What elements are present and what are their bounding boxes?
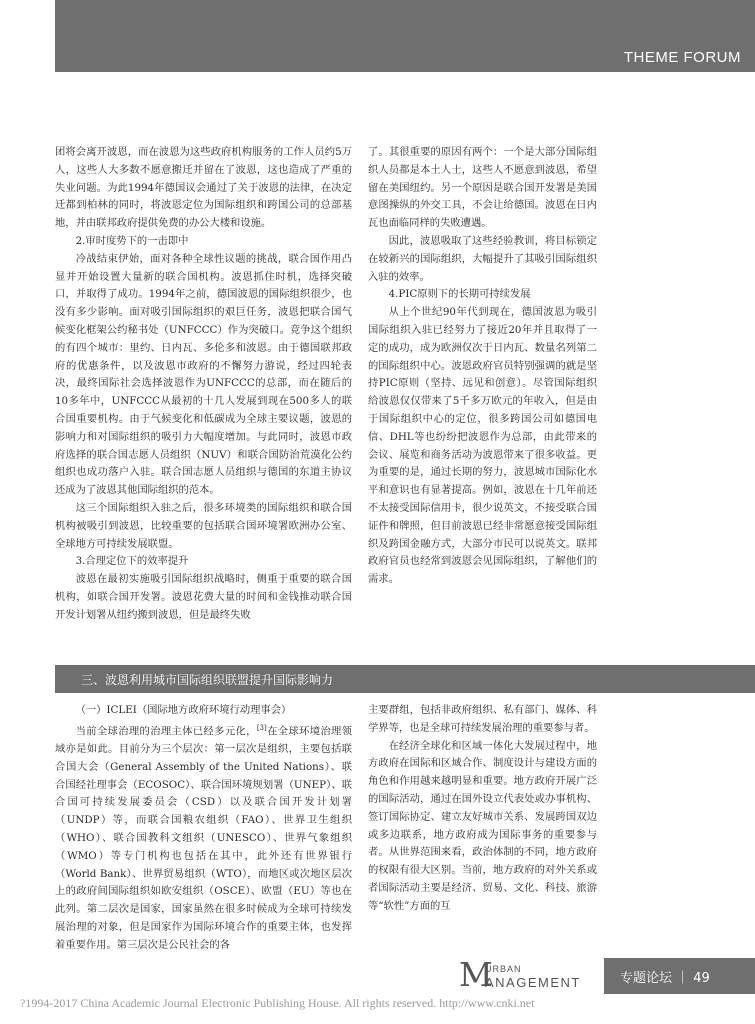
section-label: THEME FORUM: [623, 49, 741, 66]
section-heading-bar: [55, 665, 755, 693]
paragraph: 因此，波恩吸取了这些经验教训，将目标锁定在较新兴的国际组织，大幅提升了其吸引国际组织入驻的效率。: [368, 234, 597, 283]
column-bottom-left: [55, 702, 352, 955]
logo-initial: M: [459, 955, 493, 994]
paragraph: [55, 720, 352, 955]
column-top-right: [368, 144, 597, 589]
citation-marker: [3]: [256, 723, 267, 732]
journal-logo: [459, 955, 602, 994]
paragraph: 波恩在最初实施吸引国际组织战略时，侧重于重要的联合国机构，如联合国开发署。波恩花费大量的时间和金钱推动联合国开发计划署从纽约搬到波恩，但是最终失败: [55, 573, 352, 621]
page-number-label: 专题论坛 ｜ 49: [620, 971, 710, 986]
copyright-notice: ?1994-2017 China Academic Journal Electronic Publishing House. All rights reserved. http://www.cnki.net: [20, 996, 535, 1010]
header-bar: [55, 0, 755, 72]
subheading: 4.PIC原则下的长期可持续发展: [388, 288, 531, 301]
subheading: 2.审时度势下的一击即中: [75, 234, 189, 247]
paragraph: 了。其很重要的原因有两个：一个是大部分国际组织人员都是本土人士，这些人不愿意到波恩，希望留在美国纽约。另一个原因是联合国开发署是美国意图操纵的外交工具，不会让给德国。波恩在日内瓦也面临同样的失败遭遇。: [368, 146, 597, 230]
page-tab: [604, 958, 755, 994]
paragraph: 主要群组，包括非政府组织、私有部门、媒体、科学界等，也是全球可持续发展治理的重要参与者。: [368, 704, 597, 734]
text-run: 在全球环境治理领域亦是如此。目前分为三个层次：第一层次是组织，主要包括联合国大会（General Assembly of the United Nations）、联合国经社理事会（ECOSOC）、联合国环境规划署（UNEP）、联合国可持续发展委员会（CSD）以及联合国开发计划署（UNDP）等，而联合国粮农组织（FAO）、世界卫生组织（WHO）、联合国教科文组织（UNESCO）、世界气象组织（WMO）等专门机构也包括在其中，此外还有世界银行（World Bank）、世界贸易组织（WTO），而地区或次地区层次上的政府间国际组织如欧安组织（OSCE）、欧盟（EU）等也在此列。第二层次是国家，国家虽然在很多时候成为全球可持续发展治理的对象，但是国家作为国际环境合作的重要主体，也发挥着重要作用。第三层次是公民社会的各: [55, 725, 353, 951]
column-top-left: [55, 144, 352, 625]
subheading: （一）ICLEI（国际地方政府环境行动理事会）: [75, 704, 292, 716]
paragraph: 在经济全球化和区域一体化大发展过程中，地方政府在国际和区域合作、制度设计与建设方面的角色和作用越来越明显和重要。地方政府开展广泛的国际活动，通过在国外设立代表处或办事机构、签订国际协定、建立友好城市关系、发展跨国双边或多边联系，地方政府成为国际事务的重要参与者。从世界范围来看，政治体制的不同，地方政府的权限有很大区别。当前，地方政府的对外关系或者国际活动主要是经济、贸易、文化、科技、旅游等“软性”方面的互: [368, 739, 597, 912]
subheading: 3.合理定位下的效率提升: [75, 555, 189, 568]
logo-top-text: URBAN: [485, 964, 522, 974]
paragraph: 从上个世纪90年代到现在，德国波恩为吸引国际组织入驻已经努力了接近20年并且取得了一定的成功，成为欧洲仅次于日内瓦、数量名列第二的国际组织中心。波恩政府官员特别强调的就是坚持PIC原则（坚持、远见和创意）。尽管国际组织给波恩仅仅带来了5千多万欧元的年收入，但是由于国际组织中心的定位，很多跨国公司如德国电信、DHL等也纷纷把波恩作为总部，由此带来的会议、展览和商务活动为波恩带来了很多收益。更为重要的是，通过长期的努力，波恩城市国际化水平和意识也有显著提高。例如，波恩在十几年前还不太接受国际信用卡，很少说英文，不接受联合国证件和牌照，但目前波恩已经非常愿意接受国际组织及跨国金融方式，大部分市民可以说英文。联邦政府官员也经常到波恩会见国际组织，了解他们的需求。: [368, 306, 597, 586]
section-heading: 三、波恩利用城市国际组织联盟提升国际影响力: [81, 673, 334, 687]
paragraph: 团将会离开波恩，而在波恩为这些政府机构服务的工作人员约5万人，这些人大多数不愿意搬迁并留在了波恩，这也造成了严重的失业问题。为此1994年德国议会通过了关于波恩的法律，在决定迁都到柏林的同时，将波恩定位为国际组织和跨国公司的总部基地，并由联邦政府提供免费的办公大楼和设施。: [55, 146, 352, 230]
logo-bottom-text: ANAGEMENT: [485, 975, 581, 990]
column-bottom-right: [368, 702, 597, 916]
text-run: 当前全球治理的治理主体已经多元化，: [75, 725, 257, 738]
paragraph: 这三个国际组织入驻之后，很多环境类的国际组织和联合国机构被吸引到波恩，比较重要的包括联合国环境署欧洲办公室、全球地方可持续发展联盟。: [55, 501, 352, 550]
paragraph: 冷战结束伊始，面对各种全球性议题的挑战，联合国作用凸显并开始设置大量新的联合国机构。波恩抓住时机，选择突破口，并取得了成功。1994年之前，德国波恩的国际组织很少，也没有多少影响。面对吸引国际组织的艰巨任务，波恩把联合国气候变化框架公约秘书处（UNFCCC）作为突破口。竞争这个组织的有四个城市：里约、日内瓦、多伦多和波恩。由于德国联邦政府的优惠条件，以及波恩市政府的不懈努力游说，经过四轮表决，最终国际社会选择波恩作为UNFCCC的总部，而在随后的10多年中，UNFCCC从最初的十几人发展到现在500多人的联合国重要机构。由于气候变化和低碳成为全球主要议题，波恩的影响力和对国际组织的吸引力大幅度增加。与此同时，波恩市政府选择的联合国志愿人员组织（NUV）和联合国防治荒漠化公约组织也成功落户入驻。联合国志愿人员组织与德国的东道主协议还成为了波恩其他国际组织的范本。: [55, 252, 352, 497]
